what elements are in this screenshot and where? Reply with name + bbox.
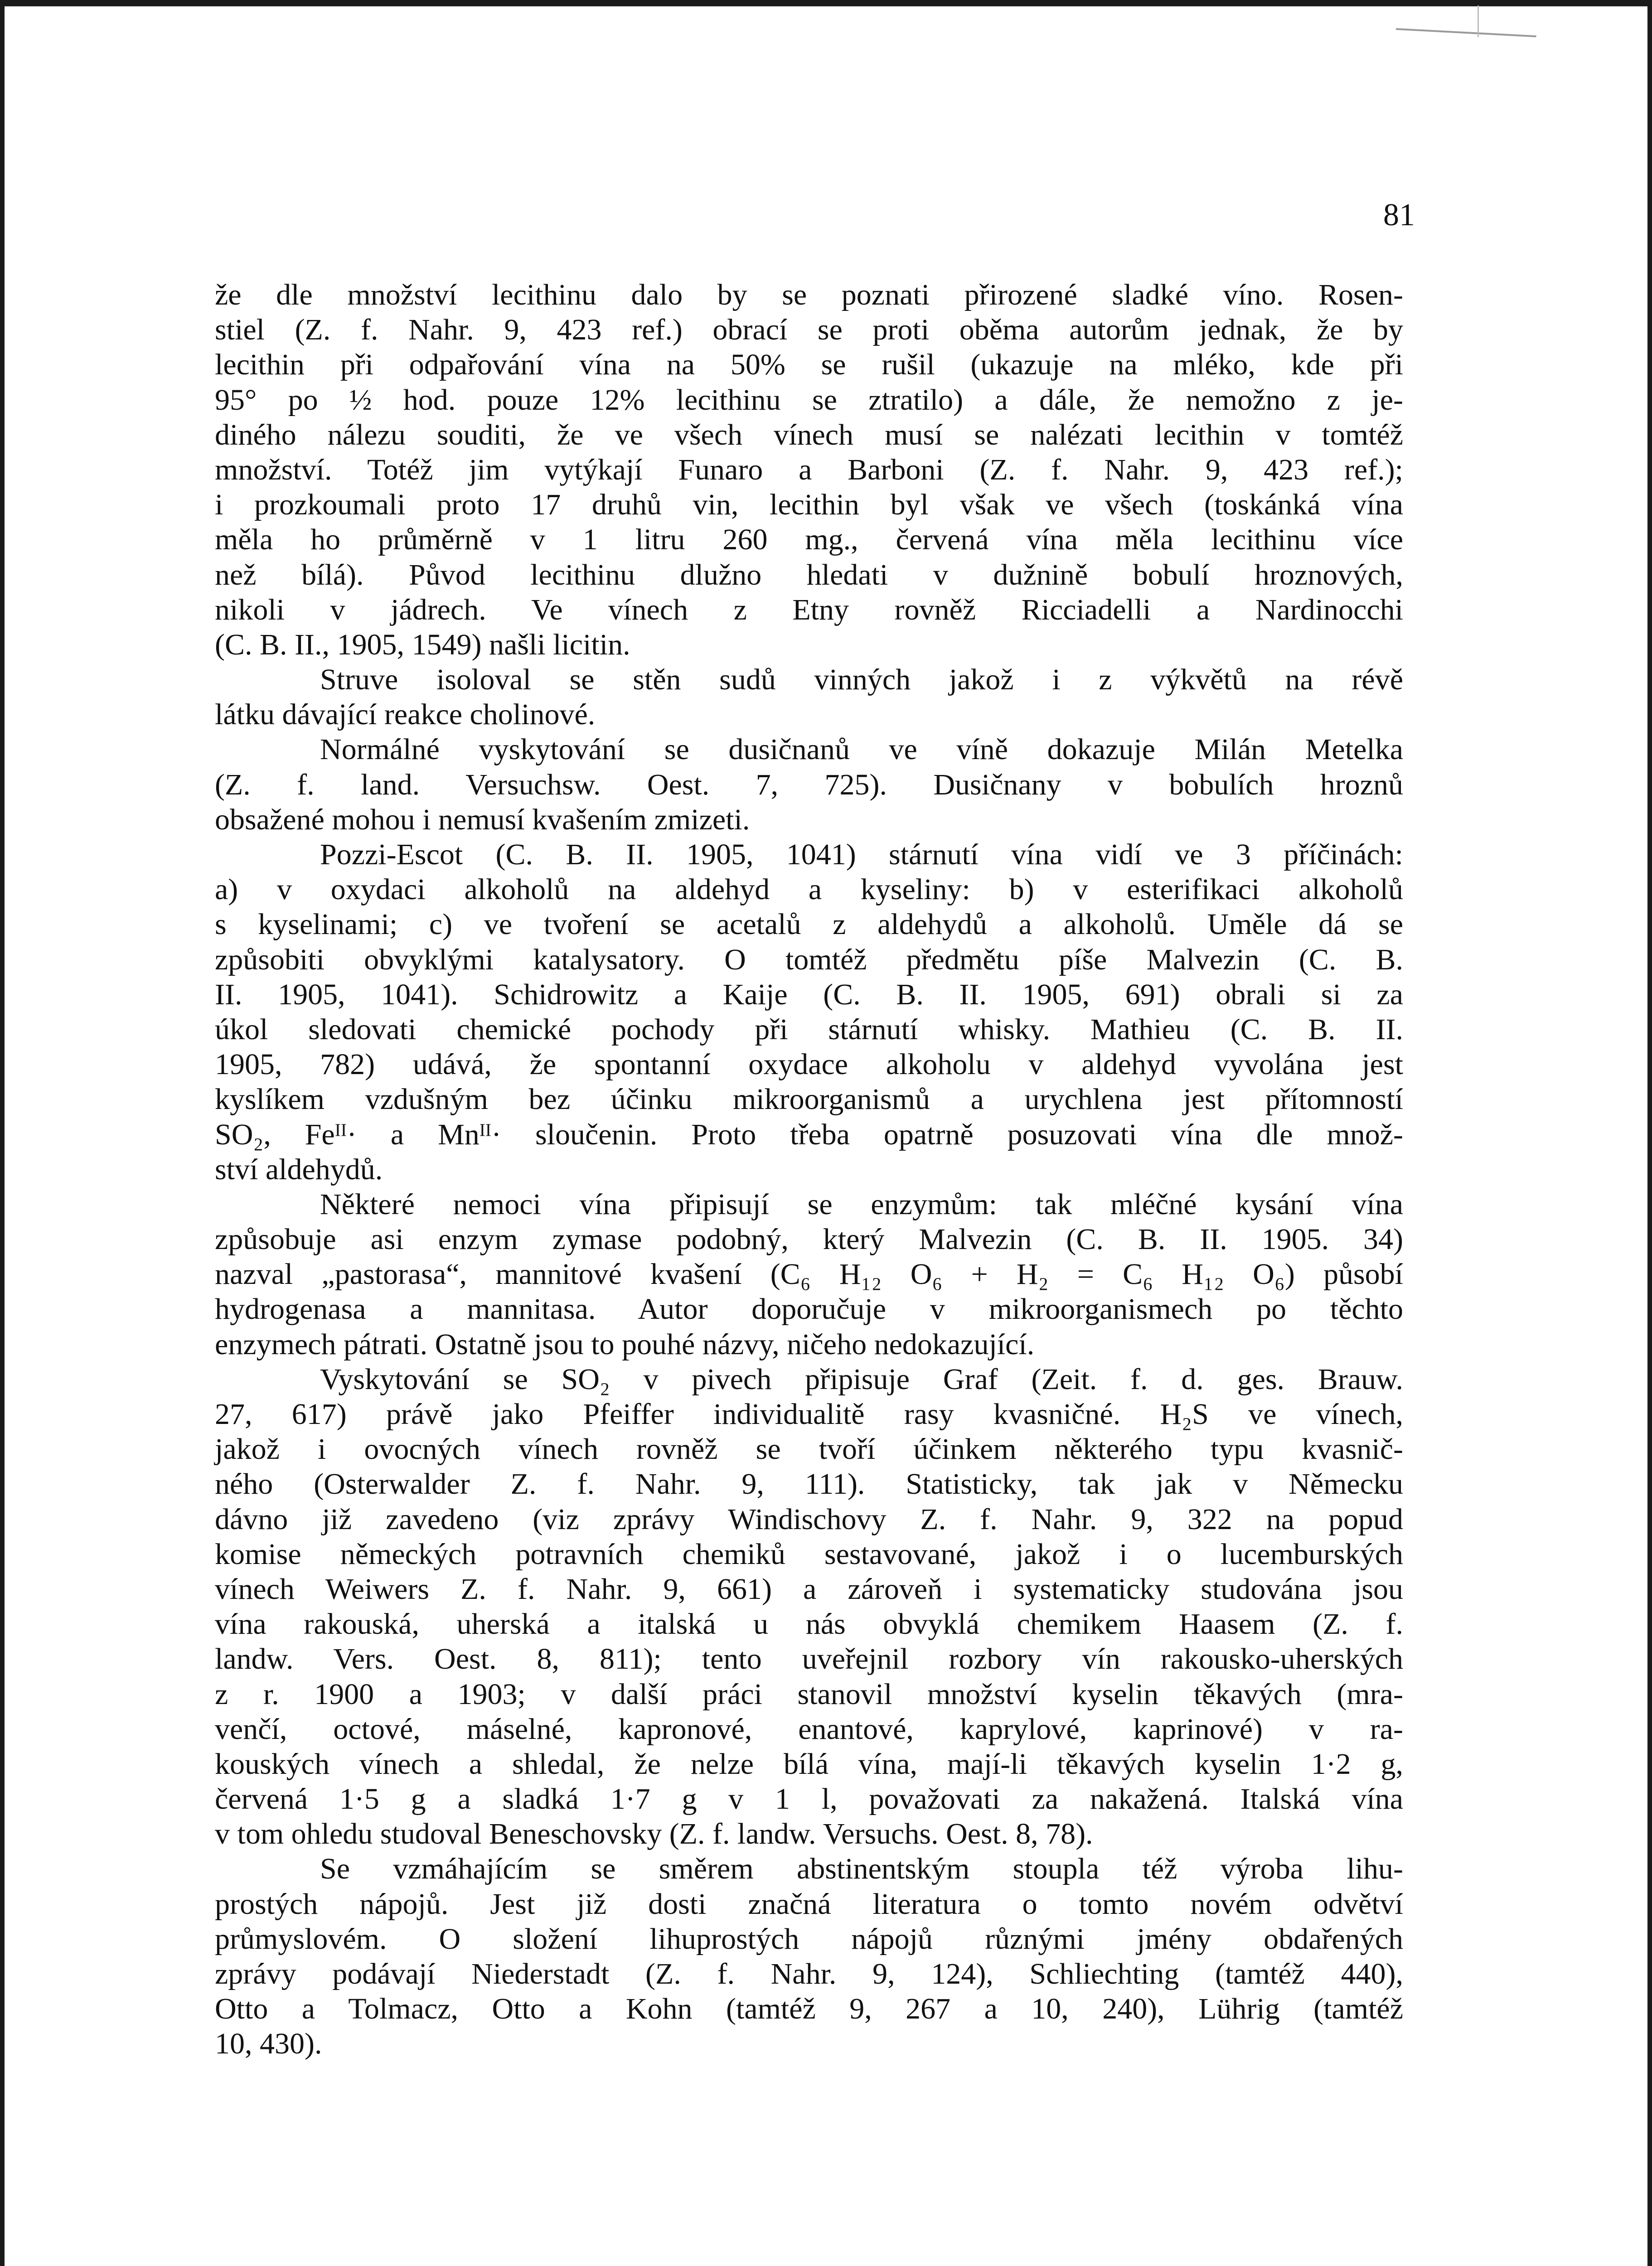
text-line: obsažené mohou i nemusí kvašením zmizeti. [215, 803, 750, 836]
text-line: průmyslovém. O složení lihuprostých nápojů různými jmény obdařených [215, 1922, 1403, 1956]
text-line: hydrogenasa a mannitasa. Autor doporučuje v mikroorganismech po těchto [215, 1293, 1403, 1326]
paragraph-4 [215, 837, 1403, 1187]
text-line: látku dávající reakce cholinové. [215, 698, 596, 731]
text-line: landw. Vers. Oest. 8, 811); tento uveřejnil rozbory vín rakousko-uherských [215, 1642, 1403, 1676]
text-line: a) v oxydaci alkoholů na aldehyd a kyseliny: b) v esterifikaci alkoholů [215, 873, 1403, 906]
text-line: vína rakouská, uherská a italská u nás obvyklá chemikem Haasem (Z. f. [215, 1608, 1403, 1641]
text-line: Struve isoloval se stěn sudů vinných jakož i z výkvětů na révě [320, 663, 1403, 697]
text-line: Některé nemoci vína připisují se enzymům: tak mléčné kysání vína [320, 1187, 1403, 1221]
text-line: stiel (Z. f. Nahr. 9, 423 ref.) obrací se proti oběma autorům jednak, že by [215, 313, 1403, 347]
text-line: 10, 430). [215, 2027, 322, 2061]
paragraph-7 [215, 1851, 1403, 2061]
text-line: enzymech pátrati. Ostatně jsou to pouhé názvy, ničeho nedokazující. [215, 1327, 1035, 1361]
text-line: (C. B. II., 1905, 1549) našli licitin. [215, 628, 630, 661]
text-line: vínech Weiwers Z. f. Nahr. 9, 661) a zároveň i systematicky studována jsou [215, 1572, 1403, 1606]
text-line: dávno již zavedeno (viz zprávy Windischovy Z. f. Nahr. 9, 322 na popud [215, 1502, 1403, 1536]
text-line: 95° po ½ hod. pouze 12% lecithinu se ztratilo) a dále, že nemožno z je- [215, 383, 1403, 416]
text-line: zprávy podávají Niederstadt (Z. f. Nahr. 9, 124), Schliechting (tamtéž 440), [215, 1957, 1403, 1990]
text-line: Se vzmáhajícím se směrem abstinentským stoupla též výroba lihu- [320, 1852, 1403, 1886]
text-line: množství. Totéž jim vytýkají Funaro a Barboni (Z. f. Nahr. 9, 423 ref.); [215, 453, 1403, 486]
text-line: Normálné vyskytování se dusičnanů ve víně dokazuje Milán Metelka [320, 733, 1403, 766]
text-line: kyslíkem vzdušným bez účinku mikroorganismů a urychlena jest přítomností [215, 1083, 1403, 1116]
text-line: že dle množství lecithinu dalo by se poznati přirozené sladké víno. Rosen- [215, 278, 1403, 311]
text-line: 1905, 782) udává, že spontanní oxydace alkoholu v aldehyd vyvolána jest [215, 1048, 1403, 1081]
scan-artifact-mark-vertical [1478, 5, 1479, 37]
page-number: 81 [1383, 198, 1415, 232]
text-line: ného (Osterwalder Z. f. Nahr. 9, 111). Statisticky, tak jak v Německu [215, 1467, 1403, 1501]
text-line: než bílá). Původ lecithinu dlužno hledati v dužnině bobulí hroznových, [215, 558, 1403, 591]
text-line: lecithin při odpařování vína na 50% se rušil (ukazuje na mléko, kde při [215, 348, 1403, 382]
text-line: červená 1·5 g a sladká 1·7 g v 1 l, považovati za nakažená. Italská vína [215, 1782, 1403, 1816]
text-line: úkol sledovati chemické pochody při stárnutí whisky. Mathieu (C. B. II. [215, 1012, 1403, 1046]
text-line: (Z. f. land. Versuchsw. Oest. 7, 725). Dusičnany v bobulích hroznů [215, 768, 1403, 801]
text-line: v tom ohledu studoval Beneschovsky (Z. f. landw. Versuchs. Oest. 8, 78). [215, 1817, 1093, 1851]
text-line: způsobuje asi enzym zymase podobný, který Malvezin (C. B. II. 1905. 34) [215, 1223, 1403, 1256]
text-line: Pozzi-Escot (C. B. II. 1905, 1041) stárnutí vína vidí ve 3 příčinách: [320, 838, 1403, 871]
text-line: SO₂, Feᴵᴵ· a Mnᴵᴵ· sloučenin. Proto třeba opatrně posuzovati vína dle množ- [215, 1118, 1403, 1151]
body-text [215, 277, 1403, 2062]
paragraph-5 [215, 1187, 1403, 1362]
text-line: ství aldehydů. [215, 1152, 383, 1186]
text-line: prostých nápojů. Jest již dosti značná literatura o tomto novém odvětví [215, 1887, 1403, 1921]
text-line: 27, 617) právě jako Pfeiffer individualitě rasy kvasničné. H₂S ve vínech, [215, 1398, 1403, 1431]
text-line: nikoli v jádrech. Ve vínech z Etny rovněž Ricciadelli a Nardinocchi [215, 593, 1403, 626]
text-line: Vyskytování se SO₂ v pivech připisuje Graf (Zeit. f. d. ges. Brauw. [320, 1362, 1403, 1396]
text-line: II. 1905, 1041). Schidrowitz a Kaije (C. B. II. 1905, 691) obrali si za [215, 978, 1403, 1011]
paragraph-6 [215, 1362, 1403, 1852]
scan-artifact-mark [1396, 28, 1536, 37]
text-line: komise německých potravních chemiků sestavované, jakož i o lucemburských [215, 1537, 1403, 1571]
text-line: nazval „pastorasa“, mannitové kvašení (C₆ H₁₂ O₆ + H₂ = C₆ H₁₂ O₆) působí [215, 1258, 1403, 1291]
scan-border-right [1647, 0, 1652, 2266]
paragraph-2 [215, 662, 1403, 732]
scan-border-left [0, 0, 5, 2266]
text-line: Otto a Tolmacz, Otto a Kohn (tamtéž 9, 267 a 10, 240), Lührig (tamtéž [215, 1992, 1403, 2026]
text-line: s kyselinami; c) ve tvoření se acetalů z aldehydů a alkoholů. Uměle dá se [215, 908, 1403, 941]
scan-border-top [0, 0, 1652, 6]
text-line: venčí, octové, máselné, kapronové, enantové, kaprylové, kaprinové) v ra- [215, 1712, 1403, 1746]
text-line: způsobiti obvyklými katalysatory. O tomtéž předmětu píše Malvezin (C. B. [215, 943, 1403, 976]
text-line: z r. 1900 a 1903; v další práci stanovil množství kyselin těkavých (mra- [215, 1677, 1403, 1711]
text-line: i prozkoumali proto 17 druhů vin, lecithin byl však ve všech (toskánká vína [215, 488, 1403, 522]
paragraph-3 [215, 732, 1403, 837]
text-line: diného nálezu souditi, že ve všech vínech musí se nalézati lecithin v tomtéž [215, 418, 1403, 451]
text-line: jakož i ovocných vínech rovněž se tvoří účinkem některého typu kvasnič- [215, 1433, 1403, 1466]
paragraph-1 [215, 277, 1403, 662]
text-line: kouských vínech a shledal, že nelze bílá vína, mají-li těkavých kyselin 1·2 g, [215, 1747, 1403, 1781]
text-line: měla ho průměrně v 1 litru 260 mg., červená vína měla lecithinu více [215, 523, 1403, 557]
